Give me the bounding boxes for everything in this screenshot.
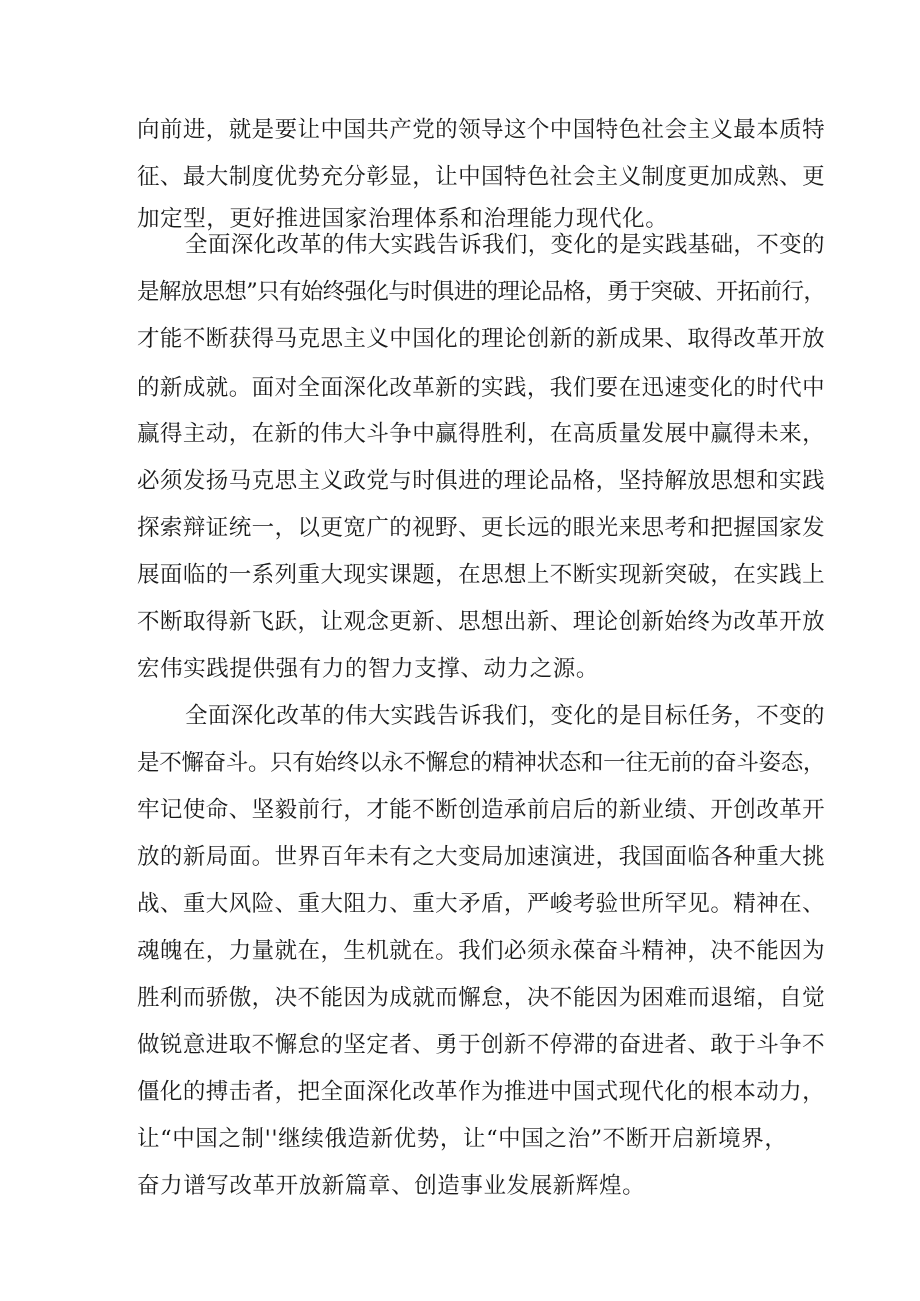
text-line: 僵化的搏击者，把全面深化改革作为推进中国式现代化的根本动力， bbox=[137, 1079, 826, 1105]
text-line: 牢记使命、坚毅前行，才能不断创造承前启后的新业绩、开创改革开 bbox=[137, 797, 826, 823]
text-line: 探索辩证统一，以更宽广的视野、更长远的眼光来思考和把握国家发 bbox=[137, 515, 826, 541]
text-line: 放的新局面。世界百年未有之大变局加速演进，我国面临各种重大挑 bbox=[137, 844, 826, 870]
text-line: 的新成就。面对全面深化改革新的实践，我们要在迅速变化的时代中 bbox=[137, 375, 826, 401]
text-line: 做锐意进取不懈怠的坚定者、勇于创新不停滞的奋进者、敢于斗争不 bbox=[137, 1032, 826, 1058]
text-line: 赢得主动，在新的伟大斗争中赢得胜利，在高质量发展中赢得未来， bbox=[137, 421, 826, 447]
text-line: 是解放思想”只有始终强化与时俱进的理论品格，勇于突破、开拓前行， bbox=[137, 279, 826, 305]
text-line: 向前进，就是要让中国共产党的领导这个中国特色社会主义最本质特 bbox=[137, 117, 826, 143]
text-line: 不断取得新飞跃，让观念更新、思想出新、理论创新始终为改革开放 bbox=[137, 609, 826, 635]
text-line: 奋力谱写改革开放新篇章、创造事业发展新辉煌。 bbox=[137, 1173, 646, 1199]
text-line: 全面深化改革的伟大实践告诉我们，变化的是实践基础，不变的 bbox=[185, 232, 825, 258]
text-line: 宏伟实践提供强有力的智力支撑、动力之源。 bbox=[137, 656, 600, 682]
text-line: 必须发扬马克思主义政党与时俱进的理论品格，坚持解放思想和实践 bbox=[137, 468, 826, 494]
text-line: 才能不断获得马克思主义中国化的理论创新的新成果、取得改革开放 bbox=[137, 326, 826, 352]
text-line: 魂魄在，力量就在，生机就在。我们必须永葆奋斗精神，决不能因为 bbox=[137, 938, 826, 964]
text-line: 展面临的一系列重大现实课题，在思想上不断实现新突破，在实践上 bbox=[137, 562, 826, 588]
text-line: 战、重大风险、重大阻力、重大矛盾，严峻考验世所罕见。精神在、 bbox=[137, 891, 826, 917]
text-line: 是不懈奋斗。只有始终以永不懈怠的精神状态和一往无前的奋斗姿态， bbox=[137, 750, 826, 776]
text-line: 征、最大制度优势充分彰显，让中国特色社会主义制度更加成熟、更 bbox=[137, 164, 826, 190]
text-line: 让“中国之制''继续俄造新优势，让“中国之治”不断开启新境界， bbox=[137, 1126, 788, 1152]
text-line: 加定型，更好推进国家治理体系和治理能力现代化。 bbox=[137, 206, 669, 232]
text-line: 胜利而骄傲，决不能因为成就而懈怠，决不能因为困难而退缩，自觉 bbox=[137, 985, 826, 1011]
text-line: 全面深化改革的伟大实践告诉我们，变化的是目标任务，不变的 bbox=[185, 703, 825, 729]
